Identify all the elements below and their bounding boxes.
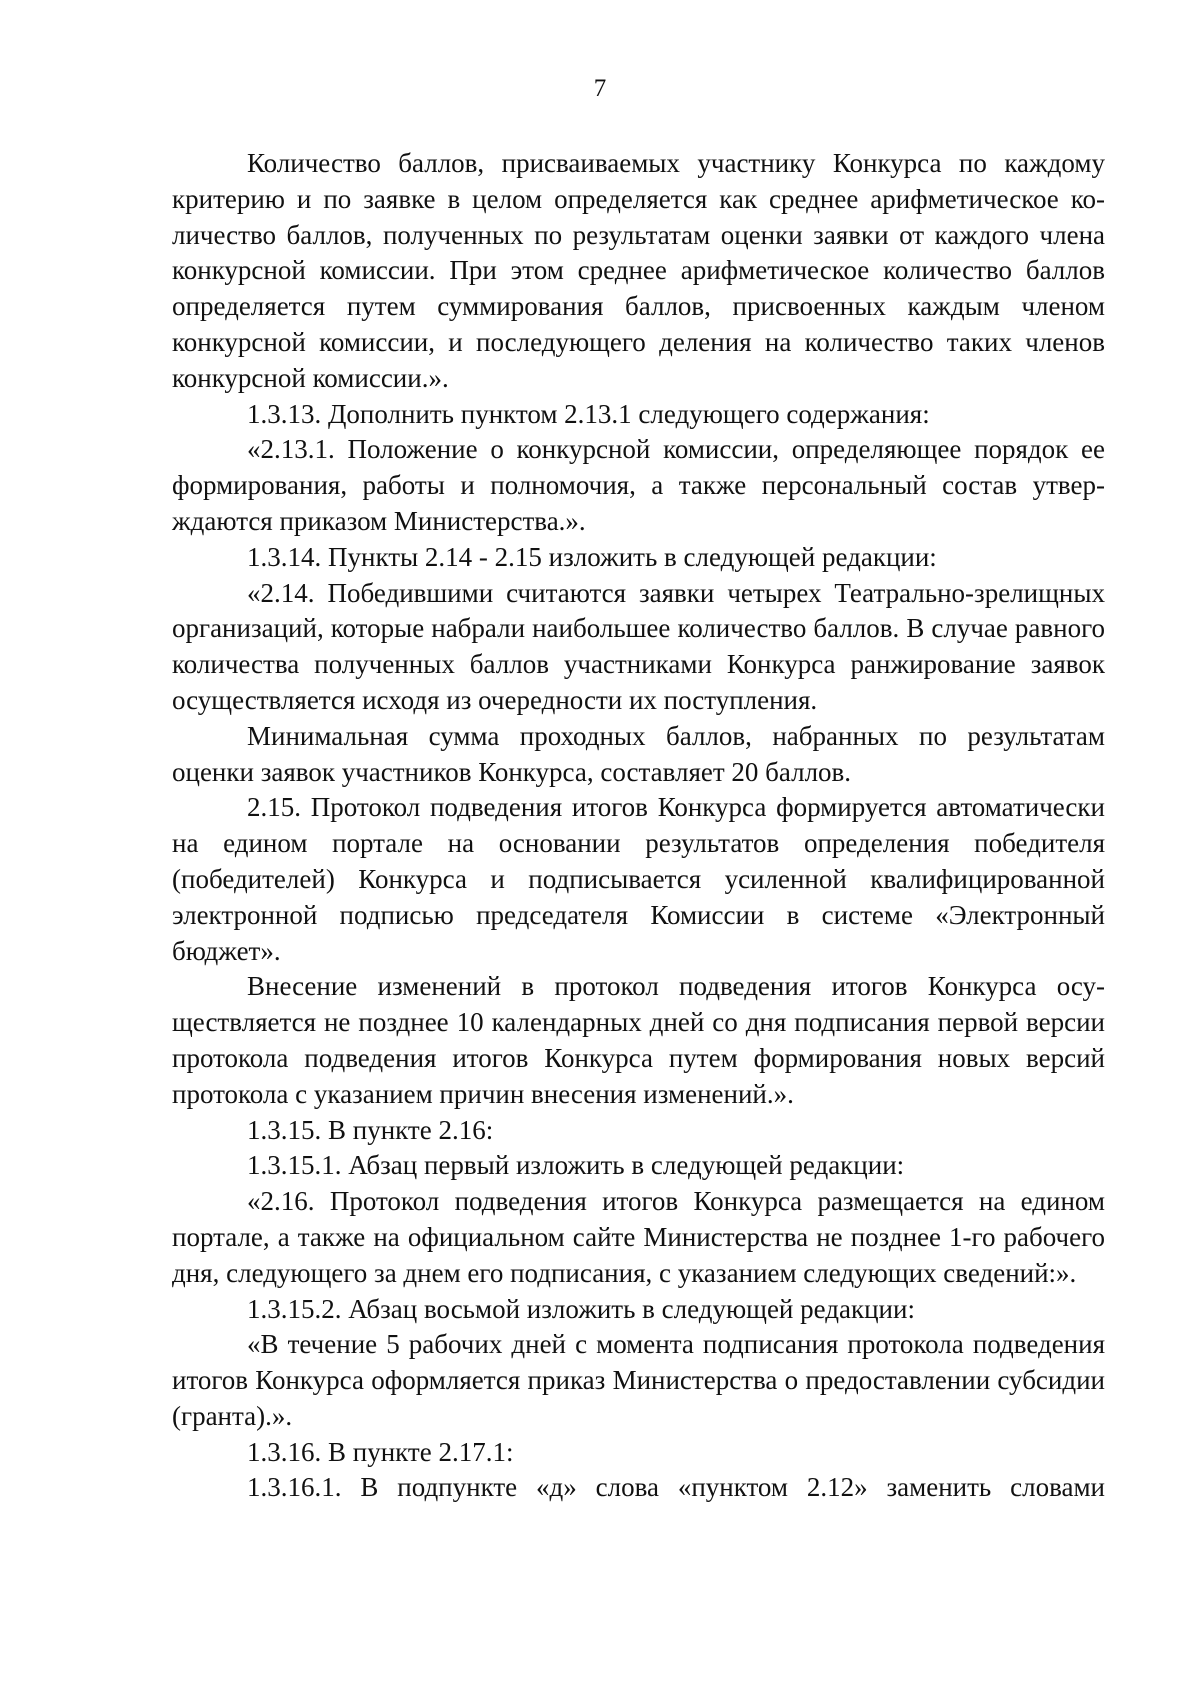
- paragraph-1-3-13: 1.3.13. Дополнить пунктом 2.13.1 следующего содержания:: [247, 398, 930, 429]
- paragraph-minimum-score: Минимальная сумма проходных баллов, набранных по результатам оценки заявок участников Конкурса, составляет 20 баллов.: [172, 720, 1105, 787]
- paragraph-1-3-15-2: 1.3.15.2. Абзац восьмой изложить в следующей редакции:: [247, 1293, 915, 1324]
- paragraph-1-3-15: 1.3.15. В пункте 2.16:: [247, 1114, 494, 1145]
- paragraph-1-3-16-1: 1.3.16.1. В подпункте «д» слова «пунктом 2.12» заменить словами: [247, 1472, 1105, 1503]
- document-body: [172, 146, 1105, 1506]
- page-number: 7: [593, 75, 607, 102]
- paragraph-five-working-days: «В течение 5 рабочих дней с момента подписания протокола подведения итогов Конкурса оформляется приказ Министерства о предоставлении субсидии (гранта).».: [172, 1329, 1105, 1431]
- paragraph-scoring-average: Количество баллов, присваиваемых участнику Конкурса по каждому критерию и по заявке в целом определяется как среднее арифметическое количество баллов, полученных по результатам оценки заявки от каждого члена конкурсной комиссии. При этом среднее арифметическое количество баллов определяется путем суммирования баллов, присвоенных каждым членом конкурсной комиссии, и последующего деления на количество таких членов конкурсной комиссии.».: [172, 148, 1105, 393]
- paragraph-2-13-1: «2.13.1. Положение о конкурсной комиссии, определяющее порядок ее формирования, работы и полномочия, а также персональный состав утверждаются приказом Министерства.».: [172, 434, 1105, 536]
- paragraph-2-16: «2.16. Протокол подведения итогов Конкурса размещается на едином портале, а также на официальном сайте Министерства не позднее 1-го рабочего дня, следующего за днем его подписания, с указанием следующих сведений:».: [172, 1186, 1105, 1288]
- paragraph-1-3-16: 1.3.16. В пункте 2.17.1:: [247, 1436, 514, 1467]
- paragraph-1-3-14: 1.3.14. Пункты 2.14 - 2.15 изложить в следующей редакции:: [247, 541, 937, 572]
- paragraph-1-3-15-1: 1.3.15.1. Абзац первый изложить в следующей редакции:: [247, 1150, 905, 1181]
- paragraph-2-14: «2.14. Победившими считаются заявки четырех Театрально-зрелищных организаций, которые набрали наибольшее количество баллов. В случае равного количества полученных баллов участниками Конкурса ранжирование заявок осуществляется исходя из очередности их поступления.: [172, 577, 1105, 715]
- paragraph-2-15: 2.15. Протокол подведения итогов Конкурса формируется автоматически на едином портале на основании результатов определения победителя (победителей) Конкурса и подписывается усиленной квалифицированной электронной подписью председателя Комиссии в системе «Электронный бюджет».: [172, 792, 1105, 966]
- paragraph-protocol-changes: Внесение изменений в протокол подведения итогов Конкурса осуществляется не позднее 10 календарных дней со дня подписания первой версии протокола подведения итогов Конкурса путем формирования новых версий протокола с указанием причин внесения изменений.».: [172, 971, 1105, 1109]
